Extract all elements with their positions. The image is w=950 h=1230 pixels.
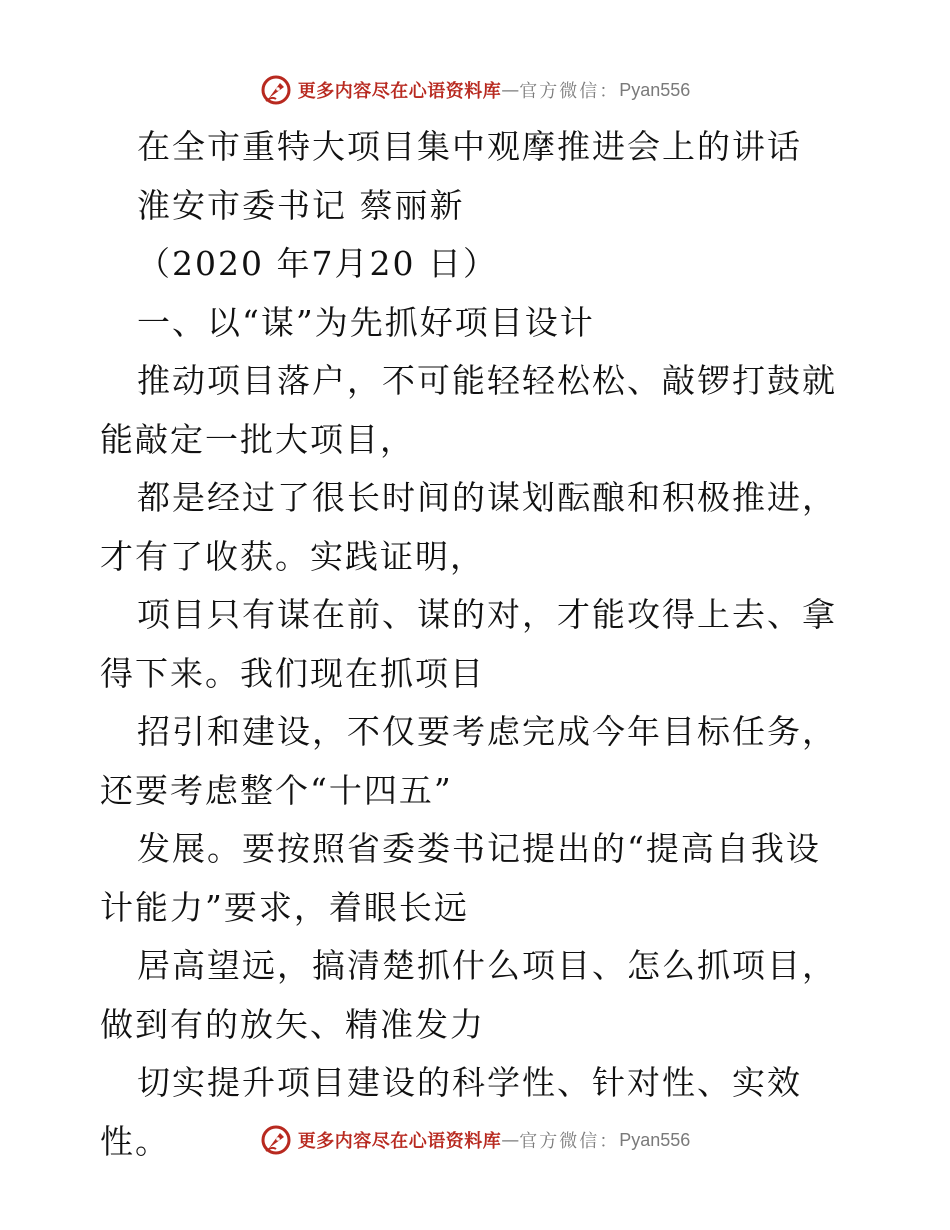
- body-paragraph: 发展。要按照省委娄书记提出的“提高自我设计能力”要求，着眼长远: [100, 829, 821, 927]
- watermark-main-text: 更多内容尽在心语资料库: [297, 1131, 502, 1152]
- watermark-sub-text: 官方微信：: [519, 1131, 620, 1152]
- watermark-handle: Pyan556: [619, 1129, 691, 1150]
- body-paragraph: 招引和建设，不仅要考虑完成今年目标任务，还要考虑整个“十四五”: [100, 712, 837, 810]
- pen-nib-logo-icon: [260, 1124, 292, 1156]
- watermark-handle: Pyan556: [619, 79, 691, 100]
- document-title: 在全市重特大项目集中观摩推进会上的讲话: [137, 127, 802, 166]
- watermark-banner-top: [0, 70, 950, 110]
- body-paragraph: 居高望远，搞清楚抓什么项目、怎么抓项目，做到有的放矢、精准发力: [100, 946, 837, 1044]
- body-paragraph: 都是经过了很长时间的谋划酝酿和积极推进，才有了收获。实践证明，: [100, 478, 837, 576]
- document-author: 淮安市委书记 蔡丽新: [137, 185, 465, 225]
- watermark-banner-bottom: [0, 1120, 950, 1160]
- body-paragraph: 推动项目落户，不可能轻轻松松、敲锣打鼓就能敲定一批大项目，: [100, 361, 837, 459]
- document-body: [100, 118, 852, 1171]
- body-paragraph: 项目只有谋在前、谋的对，才能攻得上去、拿得下来。我们现在抓项目: [100, 595, 837, 693]
- section-heading: 一、以“谋”为先抓好项目设计: [137, 302, 595, 342]
- document-date: （2020 年7月20 日）: [137, 244, 498, 283]
- watermark-main-text: 更多内容尽在心语资料库: [297, 81, 502, 102]
- watermark-separator: —: [501, 1129, 520, 1151]
- body-paragraph: 切实提升项目建设的科学性、针对性、实效性。: [100, 1063, 802, 1161]
- watermark-separator: —: [501, 79, 520, 101]
- pen-nib-logo-icon: [260, 74, 292, 106]
- watermark-sub-text: 官方微信：: [519, 81, 620, 102]
